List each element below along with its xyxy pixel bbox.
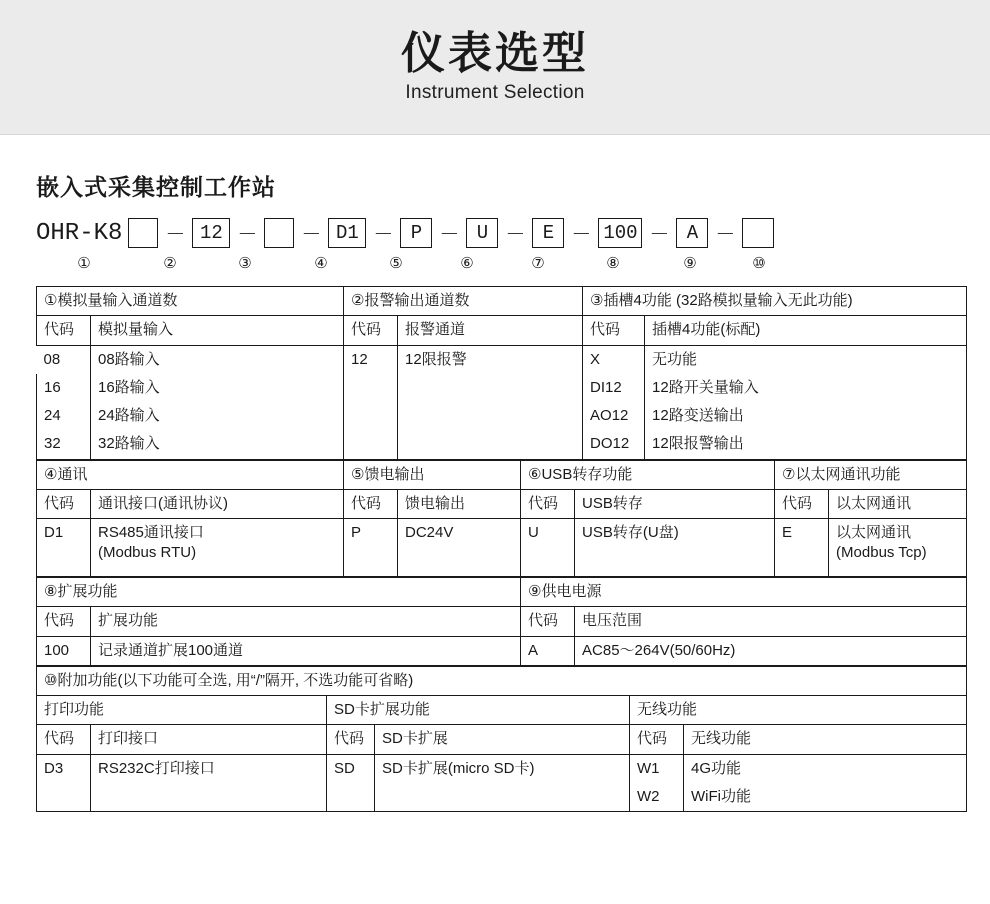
- model-dash-1: －: [165, 225, 186, 248]
- block2-row4-desc: [829, 519, 967, 577]
- block2-row2-desc: DC24V: [398, 519, 521, 577]
- block2-row2-code: P: [344, 519, 398, 577]
- model-segment-6: U: [466, 218, 498, 248]
- block1-r3-desc1: 24路输入: [91, 402, 344, 430]
- block3-header-1: ⑧扩展功能: [37, 578, 521, 607]
- block1-code-label-2: 代码: [344, 316, 398, 345]
- model-dash-5: －: [439, 225, 460, 248]
- marker-1: ①: [77, 255, 91, 272]
- block4-row1-desc3: 4G功能: [684, 754, 967, 783]
- block4-code-label-1: 代码: [37, 725, 91, 754]
- table-row: [37, 666, 967, 695]
- block4-row1-code2: SD: [327, 754, 375, 812]
- marker-5: ⑤: [389, 255, 403, 272]
- marker-7: ⑦: [531, 255, 545, 272]
- block4-subheader-3: 无线功能: [684, 725, 967, 754]
- table-row: [37, 489, 967, 518]
- block4-code-label-2: 代码: [327, 725, 375, 754]
- block1-r2-desc1: 16路输入: [91, 374, 344, 402]
- block2-code-label-2: 代码: [344, 489, 398, 518]
- page-subtitle: Instrument Selection: [405, 82, 585, 104]
- block3-code-label-2: 代码: [521, 607, 575, 636]
- block2-row4-line2: (Modbus Tcp): [836, 544, 927, 562]
- block2-row3-desc: USB转存(U盘): [575, 519, 775, 577]
- block4-subheader-1: 打印接口: [91, 725, 327, 754]
- model-segment-8: 100: [598, 218, 642, 248]
- block3-row1-code: 100: [37, 636, 91, 665]
- table-row: [37, 754, 967, 783]
- page-header: [0, 0, 990, 135]
- block1-r1-desc3: 无功能: [645, 345, 967, 374]
- block3-subheader-2: 电压范围: [575, 607, 967, 636]
- table-block-4: [36, 666, 967, 812]
- block1-code-label-1: 代码: [37, 316, 91, 345]
- block3-row2-code: A: [521, 636, 575, 665]
- model-dash-2: －: [237, 225, 258, 248]
- model-segment-10: [742, 218, 774, 248]
- block1-r2-code1: 16: [37, 374, 91, 402]
- table-row: [37, 725, 967, 754]
- model-segment-4: D1: [328, 218, 366, 248]
- table-row: [37, 607, 967, 636]
- block1-header-3: ③插槽4功能 (32路模拟量输入无此功能): [583, 287, 967, 316]
- block1-r2-desc3: 12路开关量输入: [645, 374, 967, 402]
- block4-header: ⑩附加功能(以下功能可全选, 用“/”隔开, 不选功能可省略): [37, 666, 967, 695]
- block4-group-1: 打印功能: [37, 696, 327, 725]
- model-segment-2: 12: [192, 218, 230, 248]
- block2-subheader-1: 通讯接口(通讯协议): [91, 489, 344, 518]
- block3-header-2: ⑨供电电源: [521, 578, 967, 607]
- block2-row1-line1: RS485通讯接口: [98, 524, 204, 541]
- block2-code-label-3: 代码: [521, 489, 575, 518]
- model-segment-1: [128, 218, 158, 248]
- table-row: [37, 578, 967, 607]
- block2-row4-line1: 以太网通讯: [836, 524, 912, 541]
- model-dash-7: －: [571, 225, 592, 248]
- model-dash-8: －: [649, 225, 670, 248]
- block2-row1-desc: [91, 519, 344, 577]
- block4-group-3: 无线功能: [630, 696, 967, 725]
- block1-subheader-2: 报警通道: [398, 316, 583, 345]
- block2-subheader-3: USB转存: [575, 489, 775, 518]
- model-dash-4: －: [373, 225, 394, 248]
- marker-2: ②: [163, 255, 177, 272]
- block1-r3-desc3: 12路变送输出: [645, 402, 967, 430]
- block1-r3-code3: AO12: [583, 402, 645, 430]
- block2-header-1: ④通讯: [37, 460, 344, 489]
- block2-row1-line2: (Modbus RTU): [98, 544, 197, 562]
- model-marker-row: [36, 254, 960, 276]
- block3-row1-desc: 记录通道扩展100通道: [91, 636, 521, 665]
- table-block-1: [36, 286, 967, 460]
- marker-3: ③: [238, 255, 252, 272]
- block4-row1-desc2: SD卡扩展(micro SD卡): [375, 754, 630, 812]
- block1-r1-code2: 12: [344, 345, 398, 459]
- block2-row4-code: E: [775, 519, 829, 577]
- block4-row2-code3: W2: [630, 783, 684, 812]
- block4-row1-code3: W1: [630, 754, 684, 783]
- table-row: [37, 460, 967, 489]
- block1-r2-code3: DI12: [583, 374, 645, 402]
- block1-r4-code3: DO12: [583, 430, 645, 459]
- model-segment-7: E: [532, 218, 564, 248]
- table-row: [37, 316, 967, 345]
- block2-header-4: ⑦以太网通讯功能: [775, 460, 967, 489]
- block3-subheader-1: 扩展功能: [91, 607, 521, 636]
- table-row: [37, 696, 967, 725]
- block2-row1-code: D1: [37, 519, 91, 577]
- block1-code-label-3: 代码: [583, 316, 645, 345]
- block4-row1-code1: D3: [37, 754, 91, 812]
- block1-r4-desc1: 32路输入: [91, 430, 344, 459]
- table-row: [37, 636, 967, 665]
- marker-8: ⑧: [606, 255, 620, 272]
- block4-group-2: SD卡扩展功能: [327, 696, 630, 725]
- block2-header-2: ⑤馈电输出: [344, 460, 521, 489]
- block1-header-2: ②报警输出通道数: [344, 287, 583, 316]
- model-prefix: OHR-K8: [36, 219, 123, 247]
- block4-row1-desc1: RS232C打印接口: [91, 754, 327, 812]
- model-code-row: [36, 216, 960, 250]
- marker-6: ⑥: [460, 255, 474, 272]
- block3-row2-desc: AC85～264V(50/60Hz): [575, 636, 967, 665]
- page-content: [0, 135, 990, 812]
- page-title: 仪表选型: [401, 28, 589, 78]
- block1-r1-code3: X: [583, 345, 645, 374]
- block1-subheader-1: 模拟量输入: [91, 316, 344, 345]
- table-row: [37, 519, 967, 577]
- model-dash-3: －: [301, 225, 322, 248]
- model-dash-9: －: [715, 225, 736, 248]
- block1-r1-desc2: 12限报警: [398, 345, 583, 459]
- block2-code-label-1: 代码: [37, 489, 91, 518]
- block2-subheader-4: 以太网通讯: [829, 489, 967, 518]
- block1-r4-desc3: 12限报警输出: [645, 430, 967, 459]
- table-row: [37, 287, 967, 316]
- section-title: 嵌入式采集控制工作站: [36, 174, 276, 200]
- block1-r4-code1: 32: [37, 430, 91, 459]
- block2-code-label-4: 代码: [775, 489, 829, 518]
- block2-row3-code: U: [521, 519, 575, 577]
- block1-subheader-3: 插槽4功能(标配): [645, 316, 967, 345]
- block1-r1-desc1: 08路输入: [91, 345, 344, 374]
- table-block-2: [36, 460, 967, 578]
- table-row: [37, 345, 967, 374]
- block4-row2-desc3: WiFi功能: [684, 783, 967, 812]
- block1-r3-code1: 24: [37, 402, 91, 430]
- marker-4: ④: [314, 255, 328, 272]
- marker-10: ⑩: [752, 255, 766, 272]
- block2-subheader-2: 馈电输出: [398, 489, 521, 518]
- model-dash-6: －: [505, 225, 526, 248]
- block1-header-1: ①模拟量输入通道数: [37, 287, 344, 316]
- marker-9: ⑨: [683, 255, 697, 272]
- block1-r1-code1: 08: [43, 350, 61, 368]
- block4-subheader-2: SD卡扩展: [375, 725, 630, 754]
- block4-code-label-3: 代码: [630, 725, 684, 754]
- model-segment-5: P: [400, 218, 432, 248]
- model-segment-9: A: [676, 218, 708, 248]
- table-block-3: [36, 577, 967, 666]
- block2-header-3: ⑥USB转存功能: [521, 460, 775, 489]
- model-segment-3: [264, 218, 294, 248]
- block3-code-label-1: 代码: [37, 607, 91, 636]
